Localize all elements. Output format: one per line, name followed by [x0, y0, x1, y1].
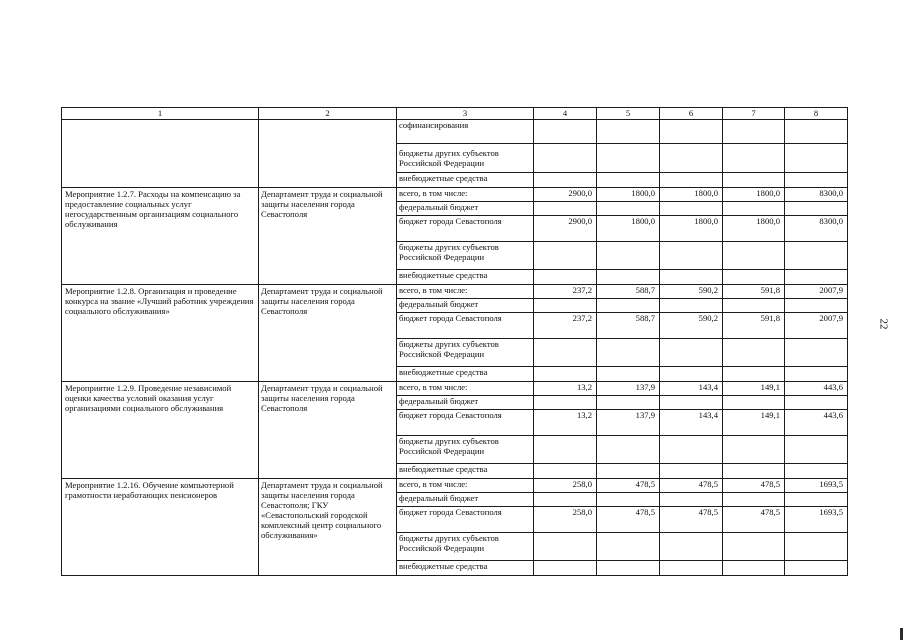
table-row [62, 479, 848, 493]
table-row [62, 382, 848, 396]
value-cell: 1800,0 [660, 188, 723, 202]
value-cell [597, 270, 660, 285]
value-cell: 149,1 [723, 410, 785, 436]
value-cell [534, 270, 597, 285]
value-cell: 478,5 [723, 479, 785, 493]
value-cell [723, 533, 785, 561]
value-cell [723, 367, 785, 382]
value-cell [534, 561, 597, 576]
value-cell [597, 202, 660, 216]
value-cell [785, 367, 848, 382]
value-cell [660, 396, 723, 410]
value-cell [534, 202, 597, 216]
value-cell [534, 339, 597, 367]
value-cell [597, 396, 660, 410]
value-cell [723, 561, 785, 576]
funding-source-cell: внебюджетные средства [397, 464, 534, 479]
value-cell [785, 436, 848, 464]
value-cell [660, 436, 723, 464]
funding-source-cell: бюджеты других субъектов Российской Федерации [397, 436, 534, 464]
value-cell: 478,5 [660, 479, 723, 493]
value-cell: 1800,0 [597, 188, 660, 202]
value-cell [534, 367, 597, 382]
value-cell [785, 144, 848, 173]
table-row [62, 120, 848, 144]
value-cell [534, 396, 597, 410]
value-cell: 137,9 [597, 382, 660, 396]
value-cell: 443,6 [785, 382, 848, 396]
scan-edge-mark [900, 628, 903, 640]
executor-cell: Департамент труда и социальной защиты населения города Севастополя [259, 285, 397, 382]
value-cell [723, 173, 785, 188]
value-cell [597, 533, 660, 561]
value-cell [534, 533, 597, 561]
value-cell [723, 270, 785, 285]
value-cell [597, 464, 660, 479]
value-cell: 478,5 [597, 479, 660, 493]
funding-source-cell: всего, в том числе: [397, 188, 534, 202]
funding-source-cell: федеральный бюджет [397, 202, 534, 216]
measure-cell: Мероприятие 1.2.16. Обучение компьютерной грамотности неработающих пенсионеров [62, 479, 259, 576]
value-cell [597, 561, 660, 576]
column-header: 7 [723, 108, 785, 120]
value-cell: 1800,0 [723, 188, 785, 202]
value-cell [534, 144, 597, 173]
value-cell [660, 173, 723, 188]
value-cell: 137,9 [597, 410, 660, 436]
value-cell: 237,2 [534, 313, 597, 339]
value-cell [723, 120, 785, 144]
funding-source-cell: внебюджетные средства [397, 367, 534, 382]
measure-cell: Мероприятие 1.2.8. Организация и проведение конкурса на звание «Лучший работник учреждения социального обслуживания» [62, 285, 259, 382]
value-cell: 588,7 [597, 285, 660, 299]
value-cell: 591,8 [723, 313, 785, 339]
value-cell [534, 242, 597, 270]
funding-source-cell: бюджет города Севастополя [397, 507, 534, 533]
value-cell [785, 339, 848, 367]
funding-source-cell: бюджеты других субъектов Российской Федерации [397, 242, 534, 270]
measure-cell [62, 120, 259, 188]
value-cell [660, 561, 723, 576]
value-cell [597, 367, 660, 382]
column-header: 1 [62, 108, 259, 120]
value-cell [785, 561, 848, 576]
value-cell [660, 339, 723, 367]
value-cell [660, 493, 723, 507]
value-cell [660, 367, 723, 382]
value-cell: 443,6 [785, 410, 848, 436]
funding-source-cell: всего, в том числе: [397, 479, 534, 493]
value-cell: 258,0 [534, 507, 597, 533]
funding-source-cell: бюджет города Севастополя [397, 410, 534, 436]
value-cell: 237,2 [534, 285, 597, 299]
value-cell [723, 436, 785, 464]
value-cell: 2007,9 [785, 285, 848, 299]
value-cell [785, 173, 848, 188]
value-cell: 1800,0 [723, 216, 785, 242]
value-cell [785, 396, 848, 410]
value-cell: 258,0 [534, 479, 597, 493]
executor-cell: Департамент труда и социальной защиты населения города Севастополя [259, 188, 397, 285]
column-header: 2 [259, 108, 397, 120]
funding-source-cell: бюджеты других субъектов Российской Федерации [397, 533, 534, 561]
funding-source-cell: федеральный бюджет [397, 299, 534, 313]
value-cell [723, 493, 785, 507]
value-cell: 478,5 [660, 507, 723, 533]
funding-source-cell: всего, в том числе: [397, 285, 534, 299]
value-cell [597, 173, 660, 188]
value-cell: 2900,0 [534, 188, 597, 202]
value-cell [597, 242, 660, 270]
column-header: 3 [397, 108, 534, 120]
executor-cell: Департамент труда и социальной защиты населения города Севастополя; ГКУ «Севастопольский городской комплексный центр социального обслуживания» [259, 479, 397, 576]
table-row [62, 285, 848, 299]
value-cell [785, 464, 848, 479]
value-cell: 478,5 [723, 507, 785, 533]
funding-source-cell: федеральный бюджет [397, 493, 534, 507]
funding-source-cell: бюджеты других субъектов Российской Федерации [397, 144, 534, 173]
measure-cell: Мероприятие 1.2.7. Расходы на компенсацию за предоставление социальных услуг негосударственным организациям социального обслуживания [62, 188, 259, 285]
page-number: 22 [877, 318, 890, 330]
value-cell: 8300,0 [785, 216, 848, 242]
funding-source-cell: всего, в том числе: [397, 382, 534, 396]
executor-cell: Департамент труда и социальной защиты населения города Севастополя [259, 382, 397, 479]
value-cell: 143,4 [660, 382, 723, 396]
value-cell [660, 464, 723, 479]
value-cell: 591,8 [723, 285, 785, 299]
value-cell [597, 339, 660, 367]
value-cell [534, 299, 597, 313]
value-cell [597, 120, 660, 144]
column-header: 6 [660, 108, 723, 120]
value-cell [723, 144, 785, 173]
value-cell [534, 464, 597, 479]
funding-source-cell: внебюджетные средства [397, 561, 534, 576]
value-cell [597, 299, 660, 313]
value-cell [785, 493, 848, 507]
measure-cell: Мероприятие 1.2.9. Проведение независимой оценки качества условий оказания услуг организациями социального обслуживания [62, 382, 259, 479]
funding-source-cell: бюджет города Севастополя [397, 313, 534, 339]
value-cell: 13,2 [534, 382, 597, 396]
value-cell [723, 396, 785, 410]
funding-source-cell: бюджеты других субъектов Российской Федерации [397, 339, 534, 367]
value-cell [660, 533, 723, 561]
value-cell [534, 173, 597, 188]
funding-source-cell: федеральный бюджет [397, 396, 534, 410]
value-cell [597, 144, 660, 173]
header-row [62, 108, 848, 120]
value-cell [660, 242, 723, 270]
value-cell: 478,5 [597, 507, 660, 533]
value-cell [785, 242, 848, 270]
value-cell [660, 270, 723, 285]
value-cell [785, 202, 848, 216]
value-cell [785, 270, 848, 285]
value-cell [534, 120, 597, 144]
value-cell: 2900,0 [534, 216, 597, 242]
value-cell: 1800,0 [660, 216, 723, 242]
column-header: 4 [534, 108, 597, 120]
value-cell [785, 120, 848, 144]
value-cell: 13,2 [534, 410, 597, 436]
column-header: 8 [785, 108, 848, 120]
value-cell [660, 202, 723, 216]
value-cell [660, 120, 723, 144]
budget-table [61, 107, 848, 576]
value-cell: 149,1 [723, 382, 785, 396]
funding-source-cell: софинансирования [397, 120, 534, 144]
funding-source-cell: бюджет города Севастополя [397, 216, 534, 242]
value-cell: 8300,0 [785, 188, 848, 202]
value-cell [723, 464, 785, 479]
value-cell: 1693,5 [785, 479, 848, 493]
funding-source-cell: внебюджетные средства [397, 173, 534, 188]
executor-cell [259, 120, 397, 188]
funding-source-cell: внебюджетные средства [397, 270, 534, 285]
value-cell [660, 144, 723, 173]
value-cell [723, 339, 785, 367]
value-cell [785, 299, 848, 313]
value-cell: 590,2 [660, 313, 723, 339]
value-cell [785, 533, 848, 561]
value-cell [534, 493, 597, 507]
value-cell [660, 299, 723, 313]
value-cell [534, 436, 597, 464]
value-cell: 1693,5 [785, 507, 848, 533]
value-cell: 2007,9 [785, 313, 848, 339]
table-row [62, 188, 848, 202]
value-cell: 588,7 [597, 313, 660, 339]
value-cell [723, 299, 785, 313]
value-cell [723, 242, 785, 270]
value-cell: 143,4 [660, 410, 723, 436]
column-header: 5 [597, 108, 660, 120]
value-cell [597, 493, 660, 507]
value-cell [723, 202, 785, 216]
value-cell [597, 436, 660, 464]
value-cell: 1800,0 [597, 216, 660, 242]
value-cell: 590,2 [660, 285, 723, 299]
